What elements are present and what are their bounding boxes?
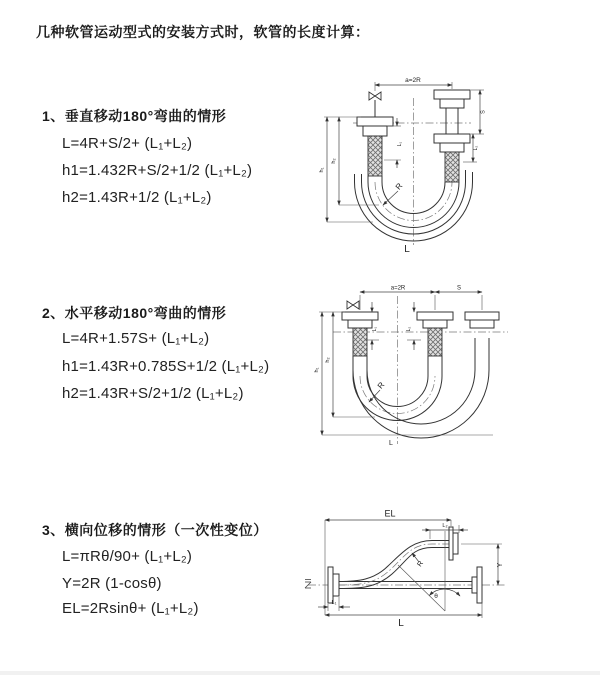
section-3-formula-Y: Y=2R (1-cosθ): [62, 575, 162, 592]
hose-bundle: [353, 338, 489, 438]
dimension-l2: [406, 302, 421, 350]
section-2-heading: 2、水平移动180°弯曲的情形: [42, 305, 227, 321]
span-label: a=2R: [390, 285, 406, 292]
l1-label: L₁: [397, 141, 403, 147]
theta-label: θ: [434, 593, 438, 600]
l-label: L: [398, 618, 404, 629]
section-3-formula-L: L=πRθ/90+ (L₁+L₂): [62, 548, 193, 565]
h1-label: h₁: [314, 367, 320, 373]
l1-label: L₁: [331, 600, 337, 606]
dimension-span: [375, 77, 452, 91]
diagram-horizontal-180-bend: [303, 282, 565, 460]
radius-label: R: [416, 560, 426, 569]
braided-hose-section: [428, 328, 442, 356]
diagram-lateral-displacement: [298, 503, 600, 673]
braided-hose-section: [445, 152, 459, 182]
upper-flange: [449, 527, 458, 560]
dimension-span: [360, 286, 482, 311]
l1-label: L₁: [372, 326, 378, 332]
dimension-l1: [318, 597, 350, 611]
valve-icon: [369, 92, 381, 117]
diagram-vertical-180-bend: [303, 70, 555, 260]
section-2-formula-h1: h1=1.43R+0.785S+1/2 (L₁+L₂): [62, 358, 270, 375]
centerline-mark: [305, 580, 311, 589]
dimension-l: [325, 600, 482, 629]
h2-label: h₂: [331, 158, 337, 164]
braided-hose-section: [368, 136, 382, 176]
middle-fitting: [417, 312, 453, 356]
right-fitting: [434, 90, 470, 182]
shift-label: S: [456, 285, 462, 292]
span-label: a=2R: [405, 77, 421, 84]
length-label: L: [404, 244, 410, 255]
length-label: L: [389, 440, 393, 447]
right-flange: [472, 567, 482, 603]
left-flange: [328, 567, 339, 603]
radius-label: R: [393, 181, 405, 192]
radius-callout: [412, 553, 425, 568]
dimension-s: [471, 90, 487, 134]
l2-label: L₂: [473, 145, 479, 151]
valve-icon: [347, 301, 359, 309]
y-label: Y: [497, 562, 504, 568]
left-fitting: [342, 312, 378, 356]
braided-hose-section: [353, 328, 367, 356]
radius-label: R: [375, 380, 387, 391]
section-1-formula-h2: h2=1.43R+1/2 (L₁+L₂): [62, 189, 212, 206]
section-1-formula-L: L=4R+S/2+ (L₁+L₂): [62, 135, 193, 152]
page-title: 几种软管运动型式的安装方式时，软管的长度计算：: [36, 24, 370, 40]
el-label: EL: [384, 508, 396, 519]
section-3-heading: 3、横向位移的情形（一次性变位）: [42, 522, 268, 538]
page-bottom-edge: [0, 671, 600, 675]
dimension-h1: [314, 312, 493, 435]
dimension-el: [325, 509, 451, 616]
l2-label: L₂: [406, 326, 412, 332]
s-label: S: [480, 110, 487, 114]
radius-callout: [383, 181, 405, 205]
section-2-formula-h2: h2=1.43R+S/2+1/2 (L₁+L₂): [62, 385, 244, 402]
section-1-heading: 1、垂直移动180°弯曲的情形: [42, 108, 227, 124]
h2-label: h₂: [325, 357, 331, 363]
section-1-formula-h1: h1=1.432R+S/2+1/2 (L₁+L₂): [62, 162, 253, 179]
section-2-formula-L: L=4R+1.57S+ (L₁+L₂): [62, 330, 210, 347]
right-fitting: [465, 312, 499, 328]
h1-label: h₁: [319, 167, 325, 173]
l2-label: L₂: [442, 523, 448, 529]
section-3-formula-EL: EL=2Rsinθ+ (L₁+L₂): [62, 600, 199, 617]
